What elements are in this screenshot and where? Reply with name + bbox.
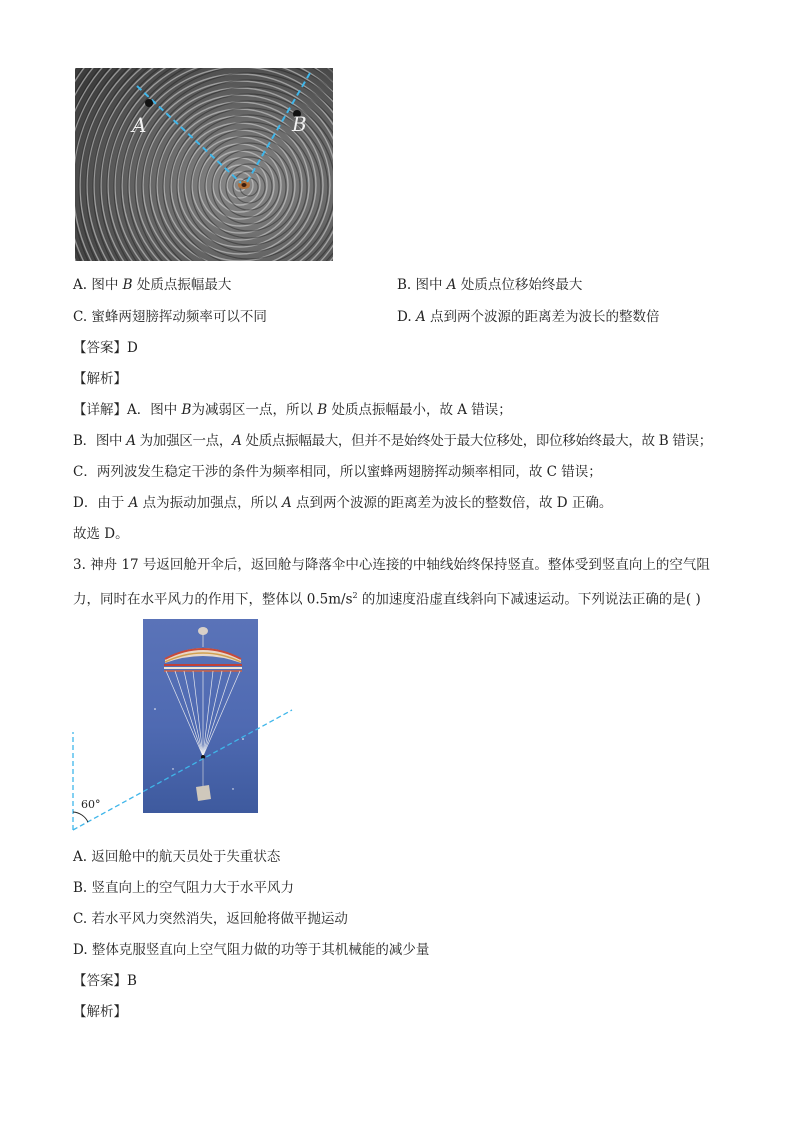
wave-interference-figure — [75, 68, 333, 261]
q3-option-b[interactable]: B. 竖直向上的空气阻力大于水平风力 — [73, 880, 295, 896]
q2-detail-conclusion: 故选 D。 — [73, 526, 129, 542]
q3-stem-line-2: 力，同时在水平风力的作用下，整体以 $0.5m/s^2$ 的加速度沿虚直线斜向下减速运动。下列说法正确的是( ) — [73, 591, 701, 608]
q2-option-d[interactable]: D. A 点到两个波源的距离差为波长的整数倍 — [397, 309, 660, 325]
q2-answer: 【答案】D — [73, 340, 138, 356]
angle-arc — [73, 812, 88, 822]
q3-answer: 【答案】B — [73, 973, 137, 989]
q2-option-b[interactable]: B. 图中 A 处质点位移始终最大 — [397, 277, 583, 293]
q2-analysis-heading: 【解析】 — [73, 371, 127, 387]
label-a: A — [132, 113, 147, 137]
q3-option-d[interactable]: D. 整体克服竖直向上空气阻力做的功等于其机械能的减少量 — [73, 942, 430, 958]
q2-detail-line-1: 【详解】A．图中 B为减弱区一点，所以 B 处质点振幅最小，故 A 错误； — [73, 402, 512, 418]
angle-diagram — [68, 700, 298, 835]
q2-option-a[interactable]: A. 图中 B 处质点振幅最大 — [73, 277, 232, 293]
q3-stem-line-1: 3. 神舟 17 号返回舱开伞后，返回舱与降落伞中心连接的中轴线始终保持竖直。整体受到竖直向上的空气阻 — [73, 557, 710, 573]
q3-analysis-heading: 【解析】 — [73, 1004, 127, 1020]
q2-option-c[interactable]: C. 蜜蜂两翅膀挥动频率可以不同 — [73, 309, 267, 325]
q2-detail-line-4: D．由于 A 点为振动加强点，所以 A 点到两个波源的距离差为波长的整数倍，故 D 正确。 — [73, 495, 613, 511]
wave-interference-photo — [75, 68, 333, 261]
angle-label: 60° — [81, 798, 101, 811]
q2-detail-line-3: C．两列波发生稳定干涉的条件为频率相同，所以蜜蜂两翅膀挥动频率相同，故 C 错误； — [73, 464, 602, 480]
trajectory-dashed-line — [73, 710, 292, 830]
q3-option-a[interactable]: A. 返回舱中的航天员处于失重状态 — [73, 849, 281, 865]
q2-detail-line-2: B．图中 A 为加强区一点，A 处质点振幅最大，但并不是始终处于最大位移处，即位移始终最大，故 B 错误； — [73, 433, 712, 449]
label-b: B — [292, 112, 307, 136]
q3-option-c[interactable]: C. 若水平风力突然消失，返回舱将做平抛运动 — [73, 911, 348, 927]
point-a — [145, 99, 153, 107]
